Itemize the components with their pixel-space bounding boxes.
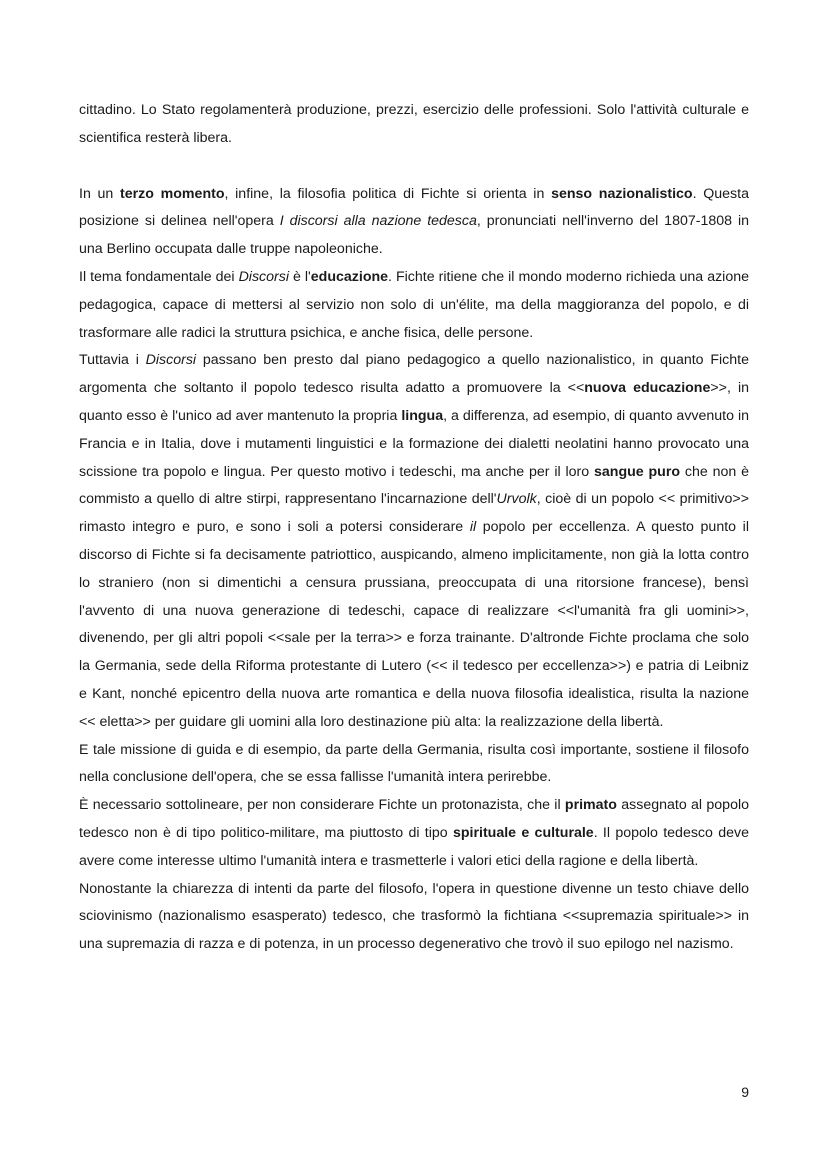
italic-text: Urvolk [496,491,537,508]
text-run: Il tema fondamentale dei [79,268,239,285]
text-run: , a differenza, ad esempio, di quanto avvenuto in Francia e in Italia, dove i mutamenti linguistici e la formazione dei dialetti neolatini hanno provocato una scissione tra popolo e lingua. Per questo motivo i tedeschi, ma anche per il loro [79,407,750,480]
paragraph [79,737,749,793]
text-run: Nonostante la chiarezza di intenti da parte del filosofo, l'opera in questione divenne un testo chiave dello sciovinismo (nazionalismo esasperato) tedesco, che trasformò la fichtiana <<supremazia spirituale>> in una supremazia di razza e di potenza, in un processo degenerativo che trovò il suo epilogo nel nazismo. [79,880,749,953]
paragraph [79,347,749,736]
document-body [79,97,749,959]
italic-text: I discorsi alla nazione tedesca [279,213,477,230]
bold-text: terzo momento [120,185,225,202]
italic-text: Discorsi [238,268,290,285]
paragraph [79,97,749,153]
text-run: che non è commisto a quello di altre stirpi, rappresentano l'incarnazione dell' [79,463,749,508]
text-run: passano ben presto dal piano pedagogico a quello nazionalistico, in quanto Fichte argomenta che soltanto il popolo tedesco risulta adatto a promuovere la << [79,352,749,397]
text-run: , pronunciati nell'inverno del 1807-1808 in una Berlino occupata dalle truppe napoleoniche. [79,213,749,258]
paragraph [79,792,749,875]
italic-text: il [469,519,477,536]
text-run: assegnato al popolo tedesco non è di tipo politico-militare, ma piuttosto di tipo [79,797,750,841]
bold-text: educazione [310,268,389,285]
italic-text: Discorsi [145,352,197,369]
paragraph [79,264,749,347]
text-run: È necessario sottolineare, per non considerare Fichte un protonazista, che il [79,797,565,814]
text-run: . Il popolo tedesco deve avere come interesse ultimo l'umanità intera e trasmetterle i valori etici della ragione e della libertà. [79,824,749,869]
text-run: >>, in quanto esso è l'unico ad aver mantenuto la propria [79,380,749,424]
text-run: popolo per eccellenza. A questo punto il discorso di Fichte si fa decisamente patriottico, auspicando, almeno implicitamente, non già la lotta contro lo straniero (non si dimentichi a censura prussiana, preoccupata di una ritorsione francese), bensì l'avvento di una nuova generazione di tedeschi, capace di realizzare <<l'umanità fra gli uomini>>, divenendo, per gli altri popoli <<sale per la terra>> e forza trainante. D'altronde Fichte proclama che solo la Germania, sede della Riforma protestante di Lutero (<< il tedesco per eccellenza>>) e patria di Leibniz e Kant, nonché epicentro della nuova arte romantica e della nuova filosofia idealistica, risulta la nazione << eletta>> per guidare gli uomini alla loro destinazione più alta: la realizzazione della libertà. [79,519,749,730]
bold-text: primato [564,797,617,814]
bold-text: spirituale e culturale [452,824,594,841]
paragraph [79,181,749,264]
page-number: 9 [741,1084,749,1100]
text-run: cittadino. Lo Stato regolamenterà produzione, prezzi, esercizio delle professioni. Solo l'attività culturale e scientifica resterà libera. [79,102,749,146]
bold-text: lingua [401,407,444,424]
text-run: Tuttavia i [79,352,146,369]
bold-text: senso nazionalistico [551,185,693,202]
text-run: è l' [289,268,311,285]
text-run: . Fichte ritiene che il mondo moderno richieda una azione pedagogica, capace di mettersi al servizio non solo di un'élite, ma della maggioranza del popolo, e di trasformare alle radici la struttura psichica, e anche fisica, delle persone. [79,268,750,341]
text-run: In un [79,185,121,202]
bold-text: nuova educazione [584,380,711,397]
text-run: , infine, la filosofia politica di Fichte si orienta in [224,185,552,202]
paragraph-gap [79,153,749,181]
paragraph [79,876,749,959]
bold-text: sangue puro [594,463,681,480]
text-run: . Questa posizione si delinea nell'opera [79,185,749,230]
text-run: , cioè di un popolo << primitivo>> rimasto integro e puro, e sono i soli a potersi considerare [79,491,749,536]
text-run: E tale missione di guida e di esempio, da parte della Germania, risulta così importante, sostiene il filosofo nella conclusione dell'opera, che se essa fallisse l'umanità intera perirebbe. [79,741,749,786]
